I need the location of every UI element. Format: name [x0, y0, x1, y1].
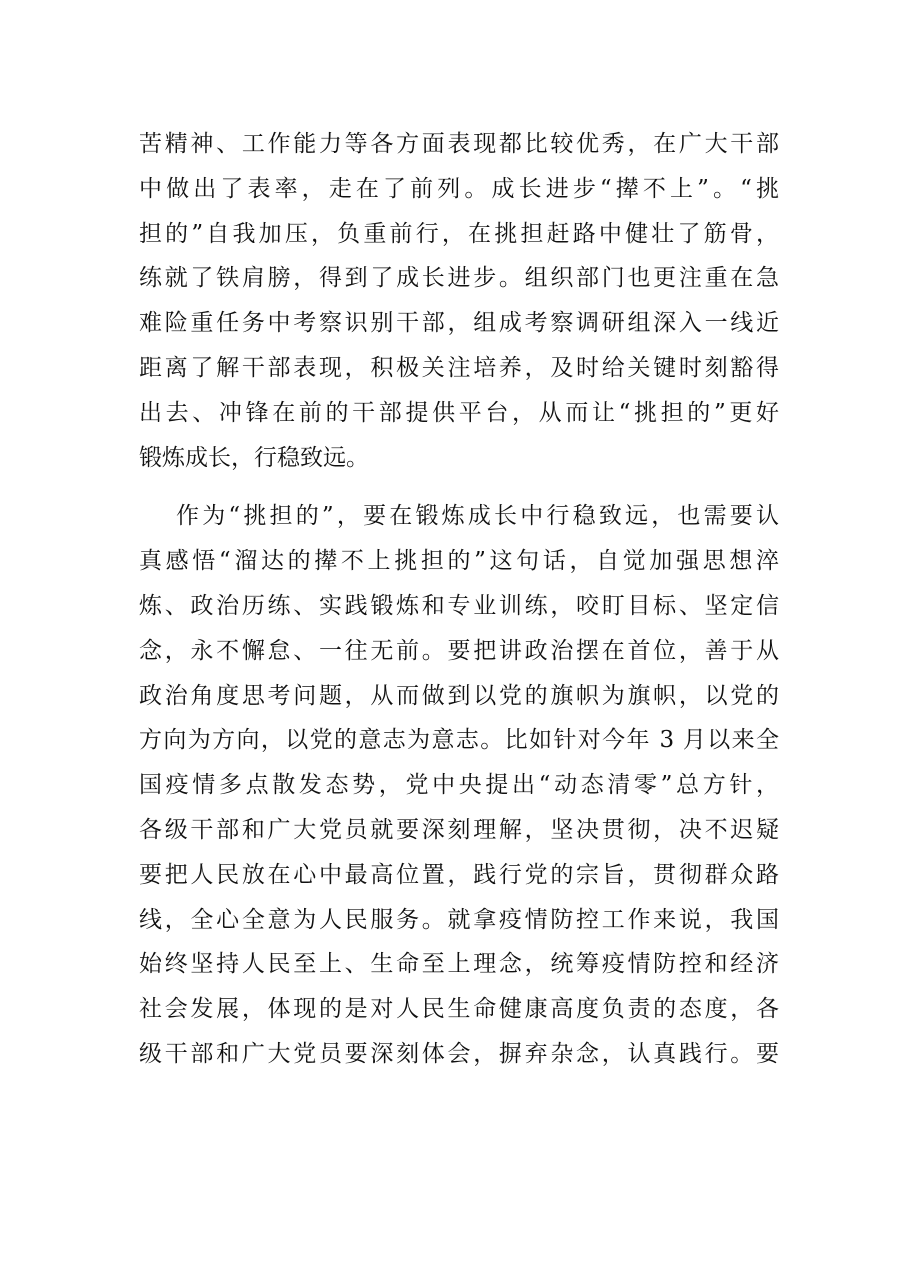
text-line: 出去、冲锋在前的干部提供平台，从而让“挑担的”更好: [139, 399, 779, 426]
text-line: 级干部和广大党员要深刻体会，摒弃杂念，认真践行。要: [139, 1040, 779, 1067]
text-line: 距离了解干部表现，积极关注培养，及时给关键时刻豁得: [139, 354, 779, 381]
text-line: 练就了铁肩膀，得到了成长进步。组织部门也更注重在急: [139, 265, 779, 292]
text-line: 线，全心全意为人民服务。就拿疫情防控工作来说，我国: [139, 906, 779, 933]
text-line: 各级干部和广大党员就要深刻理解，坚决贯彻，决不迟疑: [139, 816, 779, 843]
text-line: 念，永不懈怠、一往无前。要把讲政治摆在首位，善于从: [139, 637, 779, 664]
paragraph: [139, 122, 779, 480]
text-line: 难险重任务中考察识别干部，组成考察调研组深入一线近: [139, 310, 779, 337]
text-line: 政治角度思考问题，从而做到以党的旗帜为旗帜，以党的: [139, 682, 779, 709]
text-line: 担的”自我加压，负重前行，在挑担赶路中健壮了筋骨，: [139, 220, 779, 247]
text-line: 锻炼成长，行稳致远。: [139, 444, 369, 471]
paragraph: [139, 494, 779, 1076]
text-line: 要把人民放在心中最高位置，践行党的宗旨，贯彻群众路: [139, 861, 779, 888]
text-line: 真感悟“溜达的撵不上挑担的”这句话，自觉加强思想淬: [139, 548, 779, 575]
text-line: 国疫情多点散发态势，党中央提出“动态清零”总方针，: [139, 772, 779, 799]
text-line: 苦精神、工作能力等各方面表现都比较优秀，在广大干部: [139, 131, 779, 157]
text-line: 炼、政治历练、实践锻炼和专业训练，咬盯目标、坚定信: [139, 592, 779, 619]
text-line: 始终坚持人民至上、生命至上理念，统筹疫情防控和经济: [139, 951, 779, 978]
text-line: 中做出了表率，走在了前列。成长进步“撵不上”。“挑: [139, 175, 779, 202]
document-body: [139, 122, 779, 1077]
text-line: 作为“挑担的”，要在锻炼成长中行稳致远，也需要认: [176, 503, 779, 530]
text-line: 方向为方向，以党的意志为意志。比如针对今年 3 月以来全: [139, 727, 779, 754]
paragraph-spacer: [139, 480, 779, 494]
text-line: 社会发展，体现的是对人民生命健康高度负责的态度，各: [139, 996, 779, 1023]
